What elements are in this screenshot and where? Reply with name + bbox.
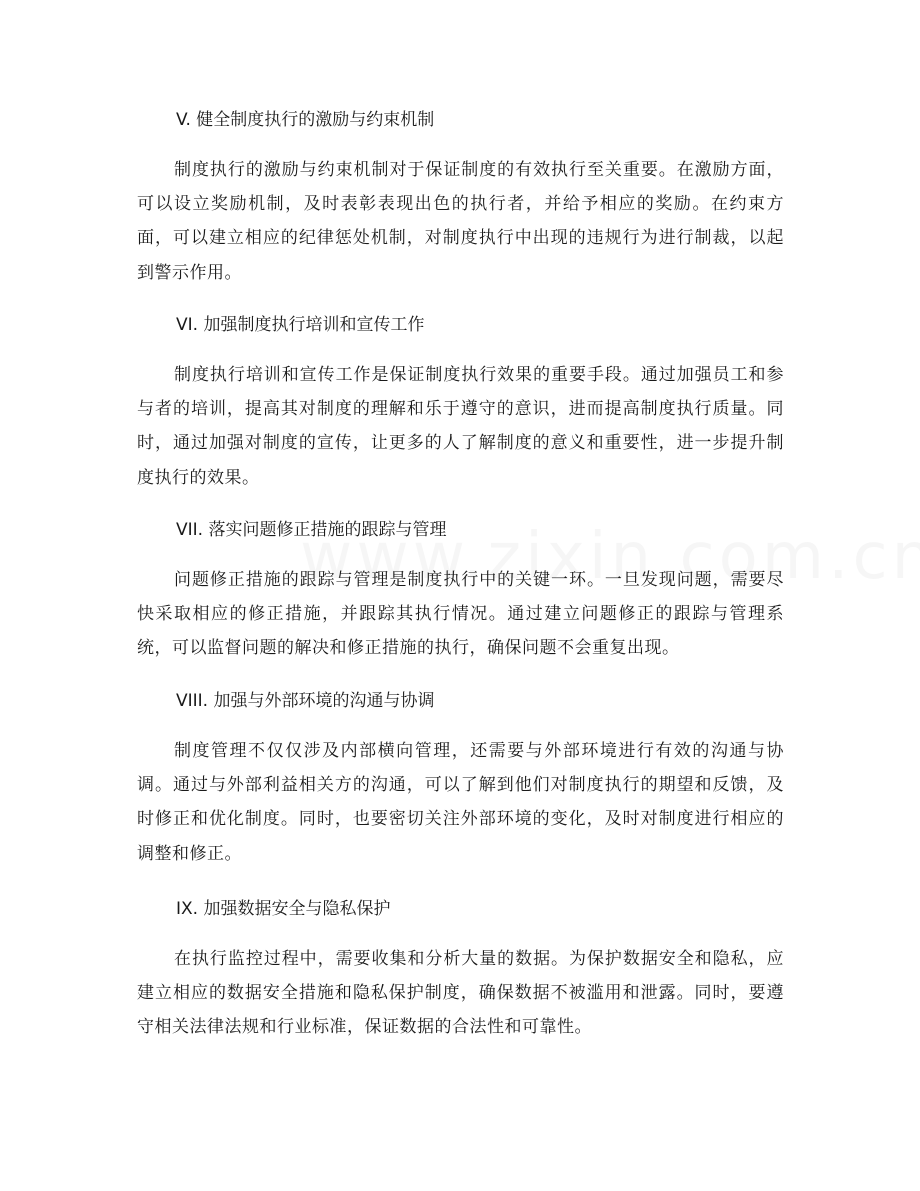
section-heading-viii: VIII. 加强与外部环境的沟通与协调 <box>176 691 435 711</box>
section-heading-vi: VI. 加强制度执行培训和宣传工作 <box>176 315 425 335</box>
section-heading-ix: IX. 加强数据安全与隐私保护 <box>176 899 391 919</box>
section-heading-v: V. 健全制度执行的激励与约束机制 <box>176 110 435 130</box>
section-heading-vii: VII. 落实问题修正措施的跟踪与管理 <box>176 520 447 540</box>
section-body-vi: 制度执行培训和宣传工作是保证制度执行效果的重要手段。通过加强员工和参与者的培训，提高其对制度的理解和乐于遵守的意识，进而提高制度执行质量。同时，通过加强对制度的宣传，让更多的人了解制度的意义和重要性，进一步提升制度执行的效果。 <box>137 365 784 488</box>
section-body-viii: 制度管理不仅仅涉及内部横向管理，还需要与外部环境进行有效的沟通与协调。通过与外部利益相关方的沟通，可以了解到他们对制度执行的期望和反馈，及时修正和优化制度。同时，也要密切关注外部环境的变化，及时对制度进行相应的调整和修正。 <box>137 741 784 864</box>
section-body-ix: 在执行监控过程中，需要收集和分析大量的数据。为保护数据安全和隐私，应建立相应的数据安全措施和隐私保护制度，确保数据不被滥用和泄露。同时，要遵守相关法律法规和行业标准，保证数据的合法性和可靠性。 <box>137 949 784 1038</box>
section-body-vii: 问题修正措施的跟踪与管理是制度执行中的关键一环。一旦发现问题，需要尽快采取相应的修正措施，并跟踪其执行情况。通过建立问题修正的跟踪与管理系统，可以监督问题的解决和修正措施的执行，确保问题不会重复出现。 <box>137 570 784 659</box>
section-body-v: 制度执行的激励与约束机制对于保证制度的有效执行至关重要。在激励方面，可以设立奖励机制，及时表彰表现出色的执行者，并给予相应的奖励。在约束方面，可以建立相应的纪律惩处机制，对制度执行中出现的违规行为进行制裁，以起到警示作用。 <box>137 160 784 283</box>
